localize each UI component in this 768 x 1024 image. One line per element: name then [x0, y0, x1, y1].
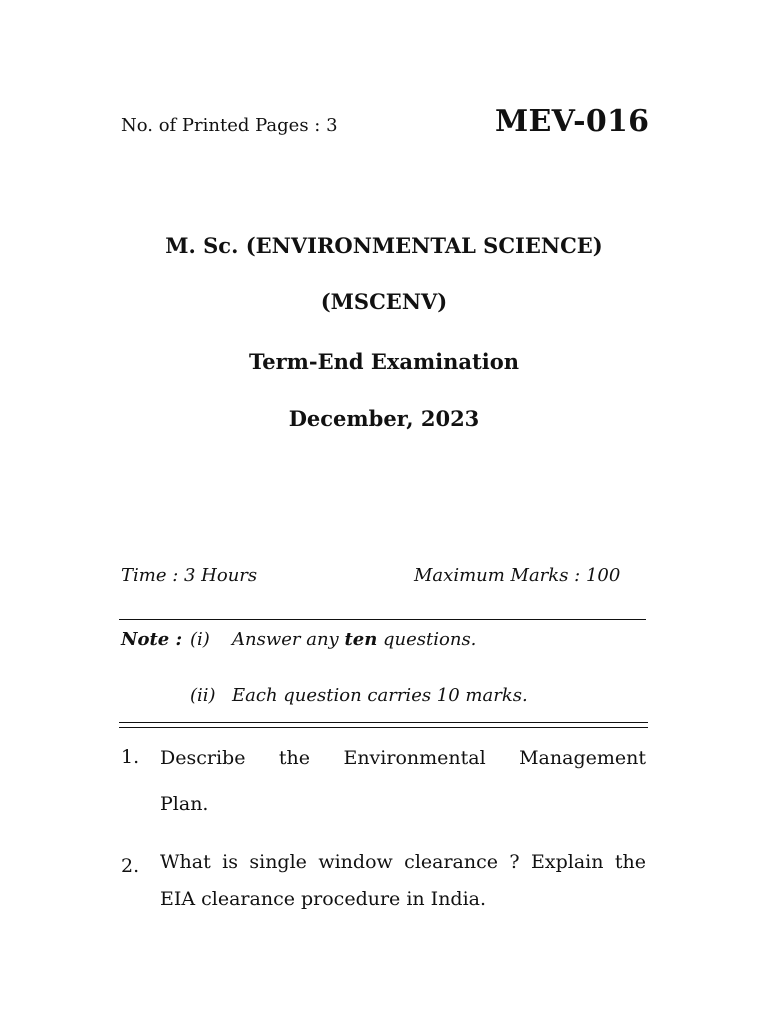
question-line: Plan.	[160, 793, 209, 815]
note-item-text: Each question carries 10 marks.	[232, 685, 528, 706]
question-line: EIA clearance procedure in India.	[160, 888, 487, 910]
printed-pages-count: No. of Printed Pages : 3	[121, 115, 338, 136]
programme-title: M. Sc. (ENVIRONMENTAL SCIENCE)	[165, 233, 603, 258]
paper-code: MEV-016	[495, 104, 650, 139]
question-text	[160, 735, 646, 827]
note-emphasis: ten	[344, 629, 378, 650]
exam-session: December, 2023	[288, 406, 480, 431]
note-item-number: (i)	[190, 629, 210, 650]
divider-double	[119, 722, 648, 728]
note-item-text	[232, 629, 476, 650]
note-text-part: Answer any	[232, 629, 345, 650]
maximum-marks: Maximum Marks : 100	[414, 565, 621, 586]
question-number: 1.	[121, 746, 140, 768]
question-number: 2.	[121, 855, 140, 877]
question-line: Describe the Environmental Management	[160, 747, 646, 769]
question-text	[160, 844, 646, 918]
exam-name: Term-End Examination	[248, 349, 519, 374]
divider-single	[119, 619, 646, 620]
note-label: Note :	[121, 629, 183, 650]
note-item-number: (ii)	[190, 685, 216, 706]
exam-duration: Time : 3 Hours	[121, 565, 258, 586]
question-line: What is single window clearance ? Explain the	[160, 851, 646, 873]
programme-code: (MSCENV)	[320, 289, 448, 314]
note-text-part: questions.	[377, 629, 477, 650]
